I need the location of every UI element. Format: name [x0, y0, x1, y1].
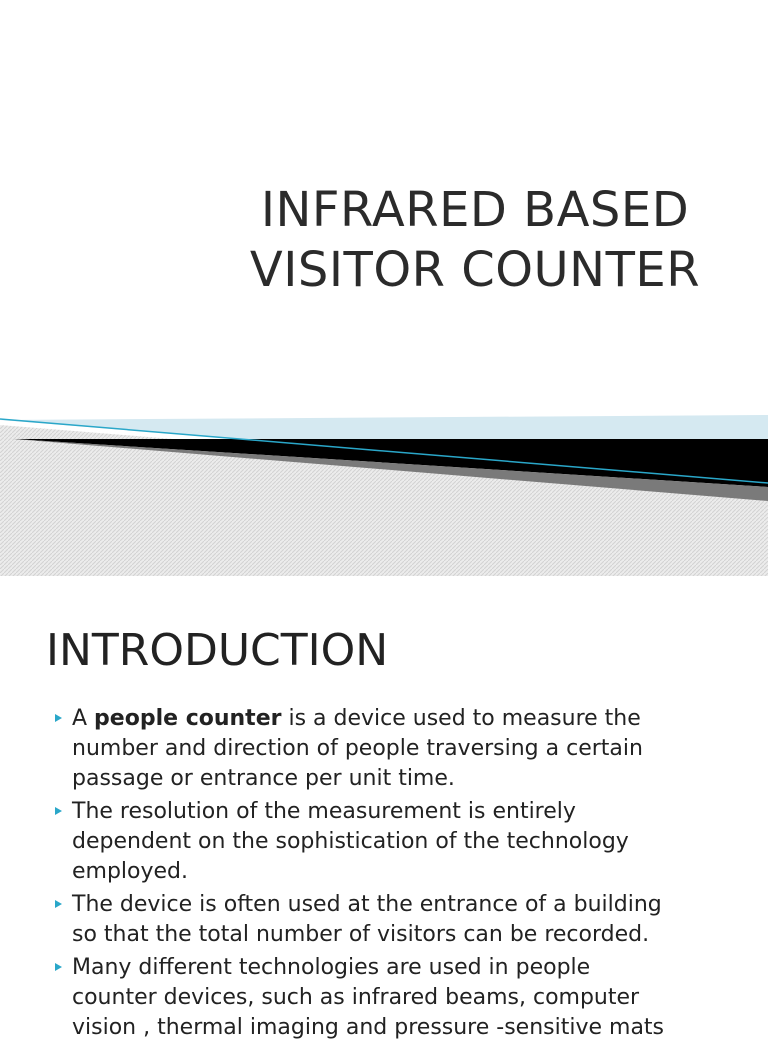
bullet-line: The resolution of the measurement is entirely	[72, 799, 576, 824]
bullet-bold-term: people counter	[94, 706, 282, 731]
slide-title-line-2: VISITOR COUNTER	[249, 242, 701, 298]
bullet-line: The device is often used at the entrance of a building	[72, 892, 662, 917]
bullet-line: so that the total number of visitors can be recorded.	[72, 922, 650, 947]
bullet-item	[0, 953, 768, 1043]
slide-title-line-1: INFRARED BASED	[260, 182, 690, 238]
bullet-line: Many different technologies are used in people	[72, 955, 591, 980]
bullet-line	[72, 704, 738, 734]
bullet-arrow-icon	[55, 963, 62, 971]
bullet-line: employed.	[72, 859, 189, 884]
bullet-line: vision , thermal imaging and pressure -sensitive mats	[72, 1015, 665, 1040]
bullet-arrow-icon	[55, 714, 62, 722]
bullet-line: counter devices, such as infrared beams, computer	[72, 985, 640, 1010]
bullet-item	[0, 704, 768, 794]
bullet-arrow-icon	[55, 900, 62, 908]
bullet-list	[0, 704, 768, 1046]
bullet-item	[0, 797, 768, 887]
introduction-slide	[0, 576, 768, 1040]
decorative-bands	[0, 405, 768, 576]
bullet-item	[0, 890, 768, 950]
slide-title	[230, 180, 720, 300]
bullet-line: number and direction of people traversing a certain	[72, 736, 643, 761]
bullet-line: dependent on the sophistication of the technology	[72, 829, 629, 854]
bullet-line: passage or entrance per unit time.	[72, 766, 455, 791]
bullet-text: A	[72, 706, 95, 731]
introduction-heading: INTRODUCTION	[46, 625, 389, 676]
bullet-arrow-icon	[55, 807, 62, 815]
bullet-text: is a device used to measure the	[281, 706, 641, 731]
